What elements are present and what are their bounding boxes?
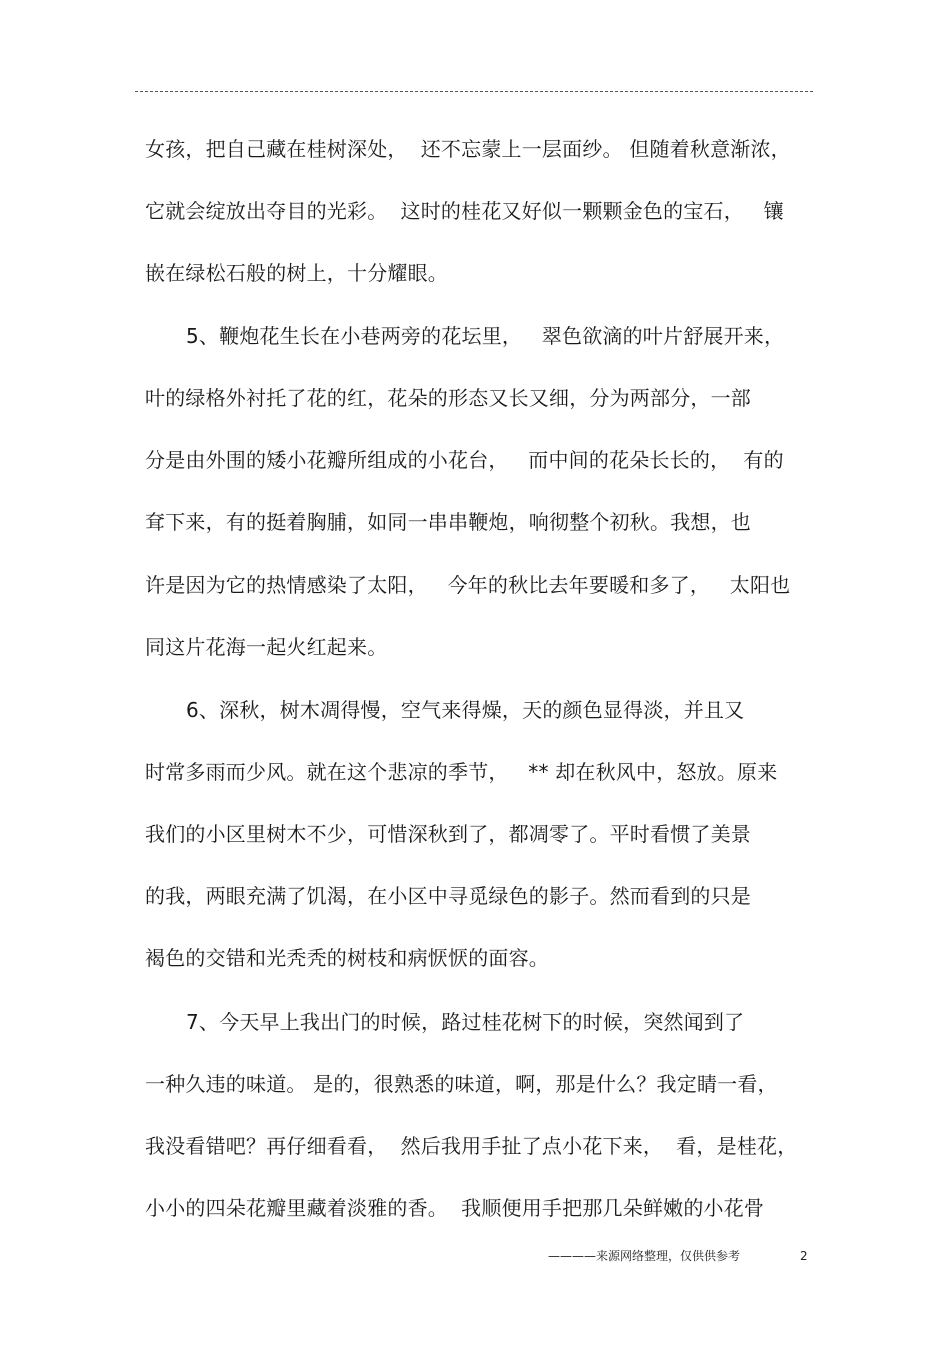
text-line: 分是由外围的矮小花瓣所组成的小花台， 而中间的花朵长长的， 有的	[145, 448, 784, 472]
text-line: 一种久违的味道。 是的，很熟悉的味道，啊，那是什么？我定睛一看，	[145, 1072, 778, 1096]
text-line: 叶的绿格外衬托了花的红，花朵的形态又长又细，分为两部分，一部	[145, 386, 751, 410]
text-line: 7、今天早上我出门的时候，路过桂花树下的时候，突然闻到了	[186, 1010, 745, 1034]
text-line: 耷下来，有的挺着胸脯，如同一串串鞭炮，响彻整个初秋。我想，也	[145, 510, 751, 534]
header-divider	[135, 91, 813, 92]
text-line: 嵌在绿松石般的树上，十分耀眼。	[145, 261, 448, 285]
text-line: 女孩，把自己藏在桂树深处， 还不忘蒙上一层面纱。 但随着秋意渐浓，	[145, 137, 791, 161]
text-line: 它就会绽放出夺目的光彩。 这时的桂花又好似一颗颗金色的宝石， 镶	[145, 199, 784, 223]
text-line: 6、深秋，树木凋得慢，空气来得燥，天的颜色显得淡，并且又	[186, 698, 745, 722]
text-line: 褐色的交错和光秃秃的树枝和病恹恹的面容。	[145, 946, 549, 970]
text-line: 时常多雨而少风。就在这个悲凉的季节， ** 却在秋风中，怒放。原来	[145, 760, 778, 784]
page-number: 2	[800, 1249, 808, 1263]
text-line: 同这片花海一起火红起来。	[145, 635, 388, 659]
text-line: 我们的小区里树木不少，可惜深秋到了，都凋零了。平时看惯了美景	[145, 822, 751, 846]
text-line: 小小的四朵花瓣里藏着淡雅的香。 我顺便用手把那几朵鲜嫩的小花骨	[145, 1196, 765, 1220]
footer-source-note: ————来源网络整理，仅供供参考	[548, 1249, 741, 1263]
text-line: 的我，两眼充满了饥渴，在小区中寻觅绿色的影子。然而看到的只是	[145, 884, 751, 908]
text-line: 我没看错吧？再仔细看看， 然后我用手扯了点小花下来， 看，是桂花，	[145, 1134, 798, 1158]
text-line: 5、鞭炮花生长在小巷两旁的花坛里， 翠色欲滴的叶片舒展开来，	[186, 324, 785, 348]
text-line: 许是因为它的热情感染了太阳， 今年的秋比去年要暖和多了， 太阳也	[145, 573, 791, 597]
